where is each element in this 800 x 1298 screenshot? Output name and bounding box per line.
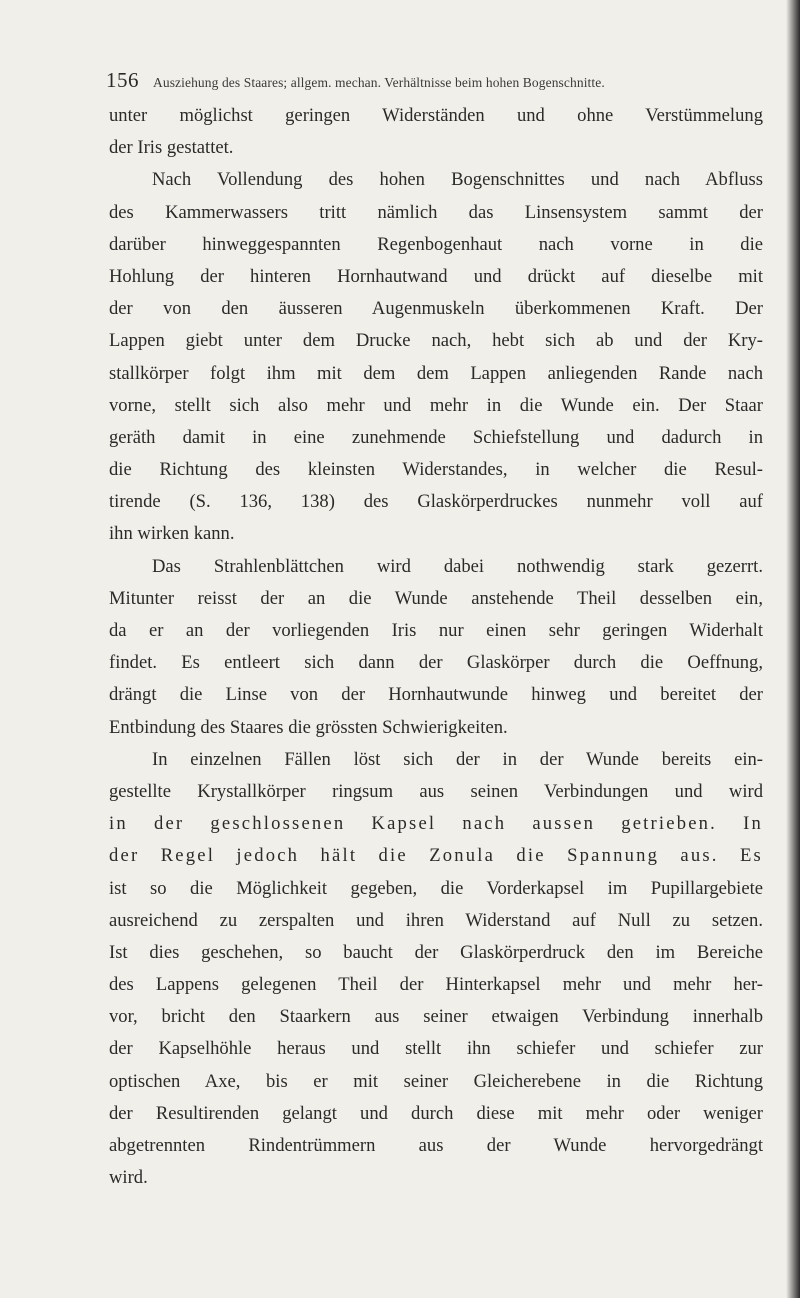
text-line: in der geschlossenen Kapsel nach aussen getrieben. In <box>109 813 763 835</box>
text-line: Ist dies geschehen, so baucht der Glaskörperdruck den im Bereiche <box>109 941 763 963</box>
text-line: darüber hinweggespannten Regenbogenhaut nach vorne in die <box>109 233 763 255</box>
text-line: unter möglichst geringen Widerständen und ohne Verstümmelung <box>109 105 763 126</box>
text-line: ihn wirken kann. <box>109 523 235 545</box>
text-line: gestellte Krystallkörper ringsum aus seinen Verbindungen und wird <box>109 780 763 802</box>
text-line: der Regel jedoch hält die Zonula die Spannung aus. Es <box>109 845 763 867</box>
text-line: Das Strahlenblättchen wird dabei nothwendig stark gezerrt. <box>152 555 763 577</box>
text-line: des Kammerwassers tritt nämlich das Linsensystem sammt der <box>109 201 763 223</box>
text-line: die Richtung des kleinsten Widerstandes, in welcher die Resul- <box>109 459 763 481</box>
text-line: geräth damit in eine zunehmende Schiefstellung und dadurch in <box>109 426 763 448</box>
text-line: wird. <box>109 1167 148 1189</box>
body-text <box>109 100 763 1194</box>
text-line: drängt die Linse von der Hornhautwunde hinweg und bereitet der <box>109 684 763 706</box>
text-line: der Resultirenden gelangt und durch diese mit mehr oder weniger <box>109 1102 763 1124</box>
text-line: Hohlung der hinteren Hornhautwand und drückt auf dieselbe mit <box>109 265 763 287</box>
text-line: Entbindung des Staares die grössten Schwierigkeiten. <box>109 716 508 738</box>
text-line: optischen Axe, bis er mit seiner Gleicherebene in die Richtung <box>109 1070 763 1092</box>
text-line: da er an der vorliegenden Iris nur einen sehr geringen Widerhalt <box>109 620 763 641</box>
text-line: tirende (S. 136, 138) des Glaskörperdruckes nunmehr voll auf <box>109 491 763 513</box>
text-line: Nach Vollendung des hohen Bogenschnittes und nach Abfluss <box>152 169 763 191</box>
text-line: ist so die Möglichkeit gegeben, die Vorderkapsel im Pupillargebiete <box>109 877 763 899</box>
text-line: abgetrennten Rindentrümmern aus der Wunde hervorgedrängt <box>109 1135 763 1156</box>
text-line: In einzelnen Fällen löst sich der in der Wunde bereits ein- <box>152 748 763 770</box>
text-line: Mitunter reisst der an die Wunde anstehende Theil desselben ein, <box>109 587 763 609</box>
text-line: findet. Es entleert sich dann der Glaskörper durch die Oeffnung, <box>109 652 763 674</box>
text-line: der von den äusseren Augenmuskeln überkommenen Kraft. Der <box>109 298 763 320</box>
page-binding-shadow <box>786 0 800 1298</box>
text-line: vor, bricht den Staarkern aus seiner etwaigen Verbindung innerhalb <box>109 1006 763 1028</box>
text-line: Lappen giebt unter dem Drucke nach, hebt sich ab und der Kry- <box>109 330 763 352</box>
running-head: Ausziehung des Staares; allgem. mechan. Verhältnisse beim hohen Bogenschnitte. <box>153 75 605 90</box>
text-line: der Iris gestattet. <box>109 137 234 159</box>
text-line: des Lappens gelegenen Theil der Hinterkapsel mehr und mehr her- <box>109 974 763 996</box>
text-line: der Kapselhöhle heraus und stellt ihn schiefer und schiefer zur <box>109 1038 763 1060</box>
text-line: stallkörper folgt ihm mit dem dem Lappen anliegenden Rande nach <box>109 362 763 384</box>
text-line: ausreichend zu zerspalten und ihren Widerstand auf Null zu setzen. <box>109 909 763 931</box>
page-number: 156 <box>106 68 139 92</box>
text-line: vorne, stellt sich also mehr und mehr in die Wunde ein. Der Staar <box>109 394 763 416</box>
page-header <box>106 68 766 93</box>
